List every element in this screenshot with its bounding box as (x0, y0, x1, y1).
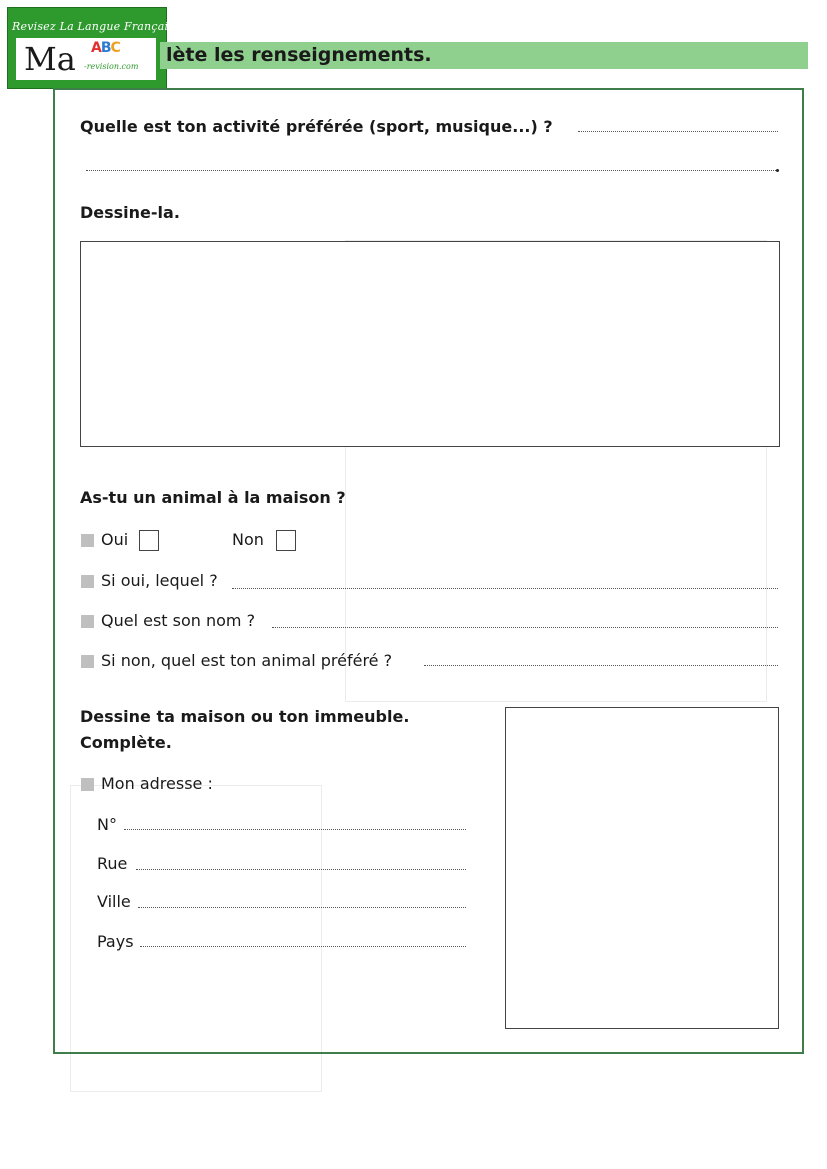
complete-instruction: Complète. (80, 733, 172, 752)
address-country-label: Pays (97, 932, 134, 951)
address-city-line[interactable] (138, 907, 466, 908)
site-logo (7, 7, 181, 89)
address-label: Mon adresse : (101, 774, 213, 793)
logo-subtitle: -revision.com (84, 62, 139, 71)
logo-tagline: Revisez La Langue Française (12, 20, 181, 33)
address-city-label: Ville (97, 892, 131, 911)
which-animal-question: Si oui, lequel ? (101, 571, 218, 590)
address-number-line[interactable] (124, 829, 466, 830)
show-through-panel (380, 1060, 827, 1169)
address-number-label: N° (97, 815, 117, 834)
favorite-animal-line[interactable] (424, 665, 778, 666)
animal-question: As-tu un animal à la maison ? (80, 488, 346, 507)
no-checkbox[interactable] (276, 530, 296, 551)
activity-drawing-box[interactable] (80, 241, 780, 447)
line-end-dot (776, 169, 779, 172)
activity-answer-line[interactable] (578, 131, 778, 132)
logo-abc: ABC (91, 40, 120, 56)
yes-checkbox[interactable] (139, 530, 159, 551)
bullet-square-icon (81, 575, 94, 588)
no-label: Non (232, 530, 264, 549)
bullet-square-icon (81, 615, 94, 628)
house-drawing-box[interactable] (505, 707, 779, 1029)
header-bar (160, 42, 808, 69)
yes-label: Oui (101, 530, 129, 549)
address-street-label: Rue (97, 854, 128, 873)
address-street-line[interactable] (136, 869, 466, 870)
logo-inner (16, 38, 156, 80)
activity-question: Quelle est ton activité préférée (sport, musique...) ? (80, 117, 553, 136)
logo-brand: Ma (24, 40, 76, 78)
address-country-line[interactable] (140, 946, 466, 947)
favorite-animal-question: Si non, quel est ton animal préféré ? (101, 651, 393, 670)
house-instruction: Dessine ta maison ou ton immeuble. (80, 707, 410, 726)
bullet-square-icon (81, 655, 94, 668)
draw-activity-label: Dessine-la. (80, 203, 180, 222)
bullet-square-icon (81, 778, 94, 791)
animal-name-question: Quel est son nom ? (101, 611, 256, 630)
bullet-square-icon (81, 534, 94, 547)
page-title: lète les renseignements. (166, 44, 432, 66)
activity-answer-line-2[interactable] (86, 170, 776, 171)
animal-name-line[interactable] (272, 627, 778, 628)
which-animal-line[interactable] (232, 588, 778, 589)
